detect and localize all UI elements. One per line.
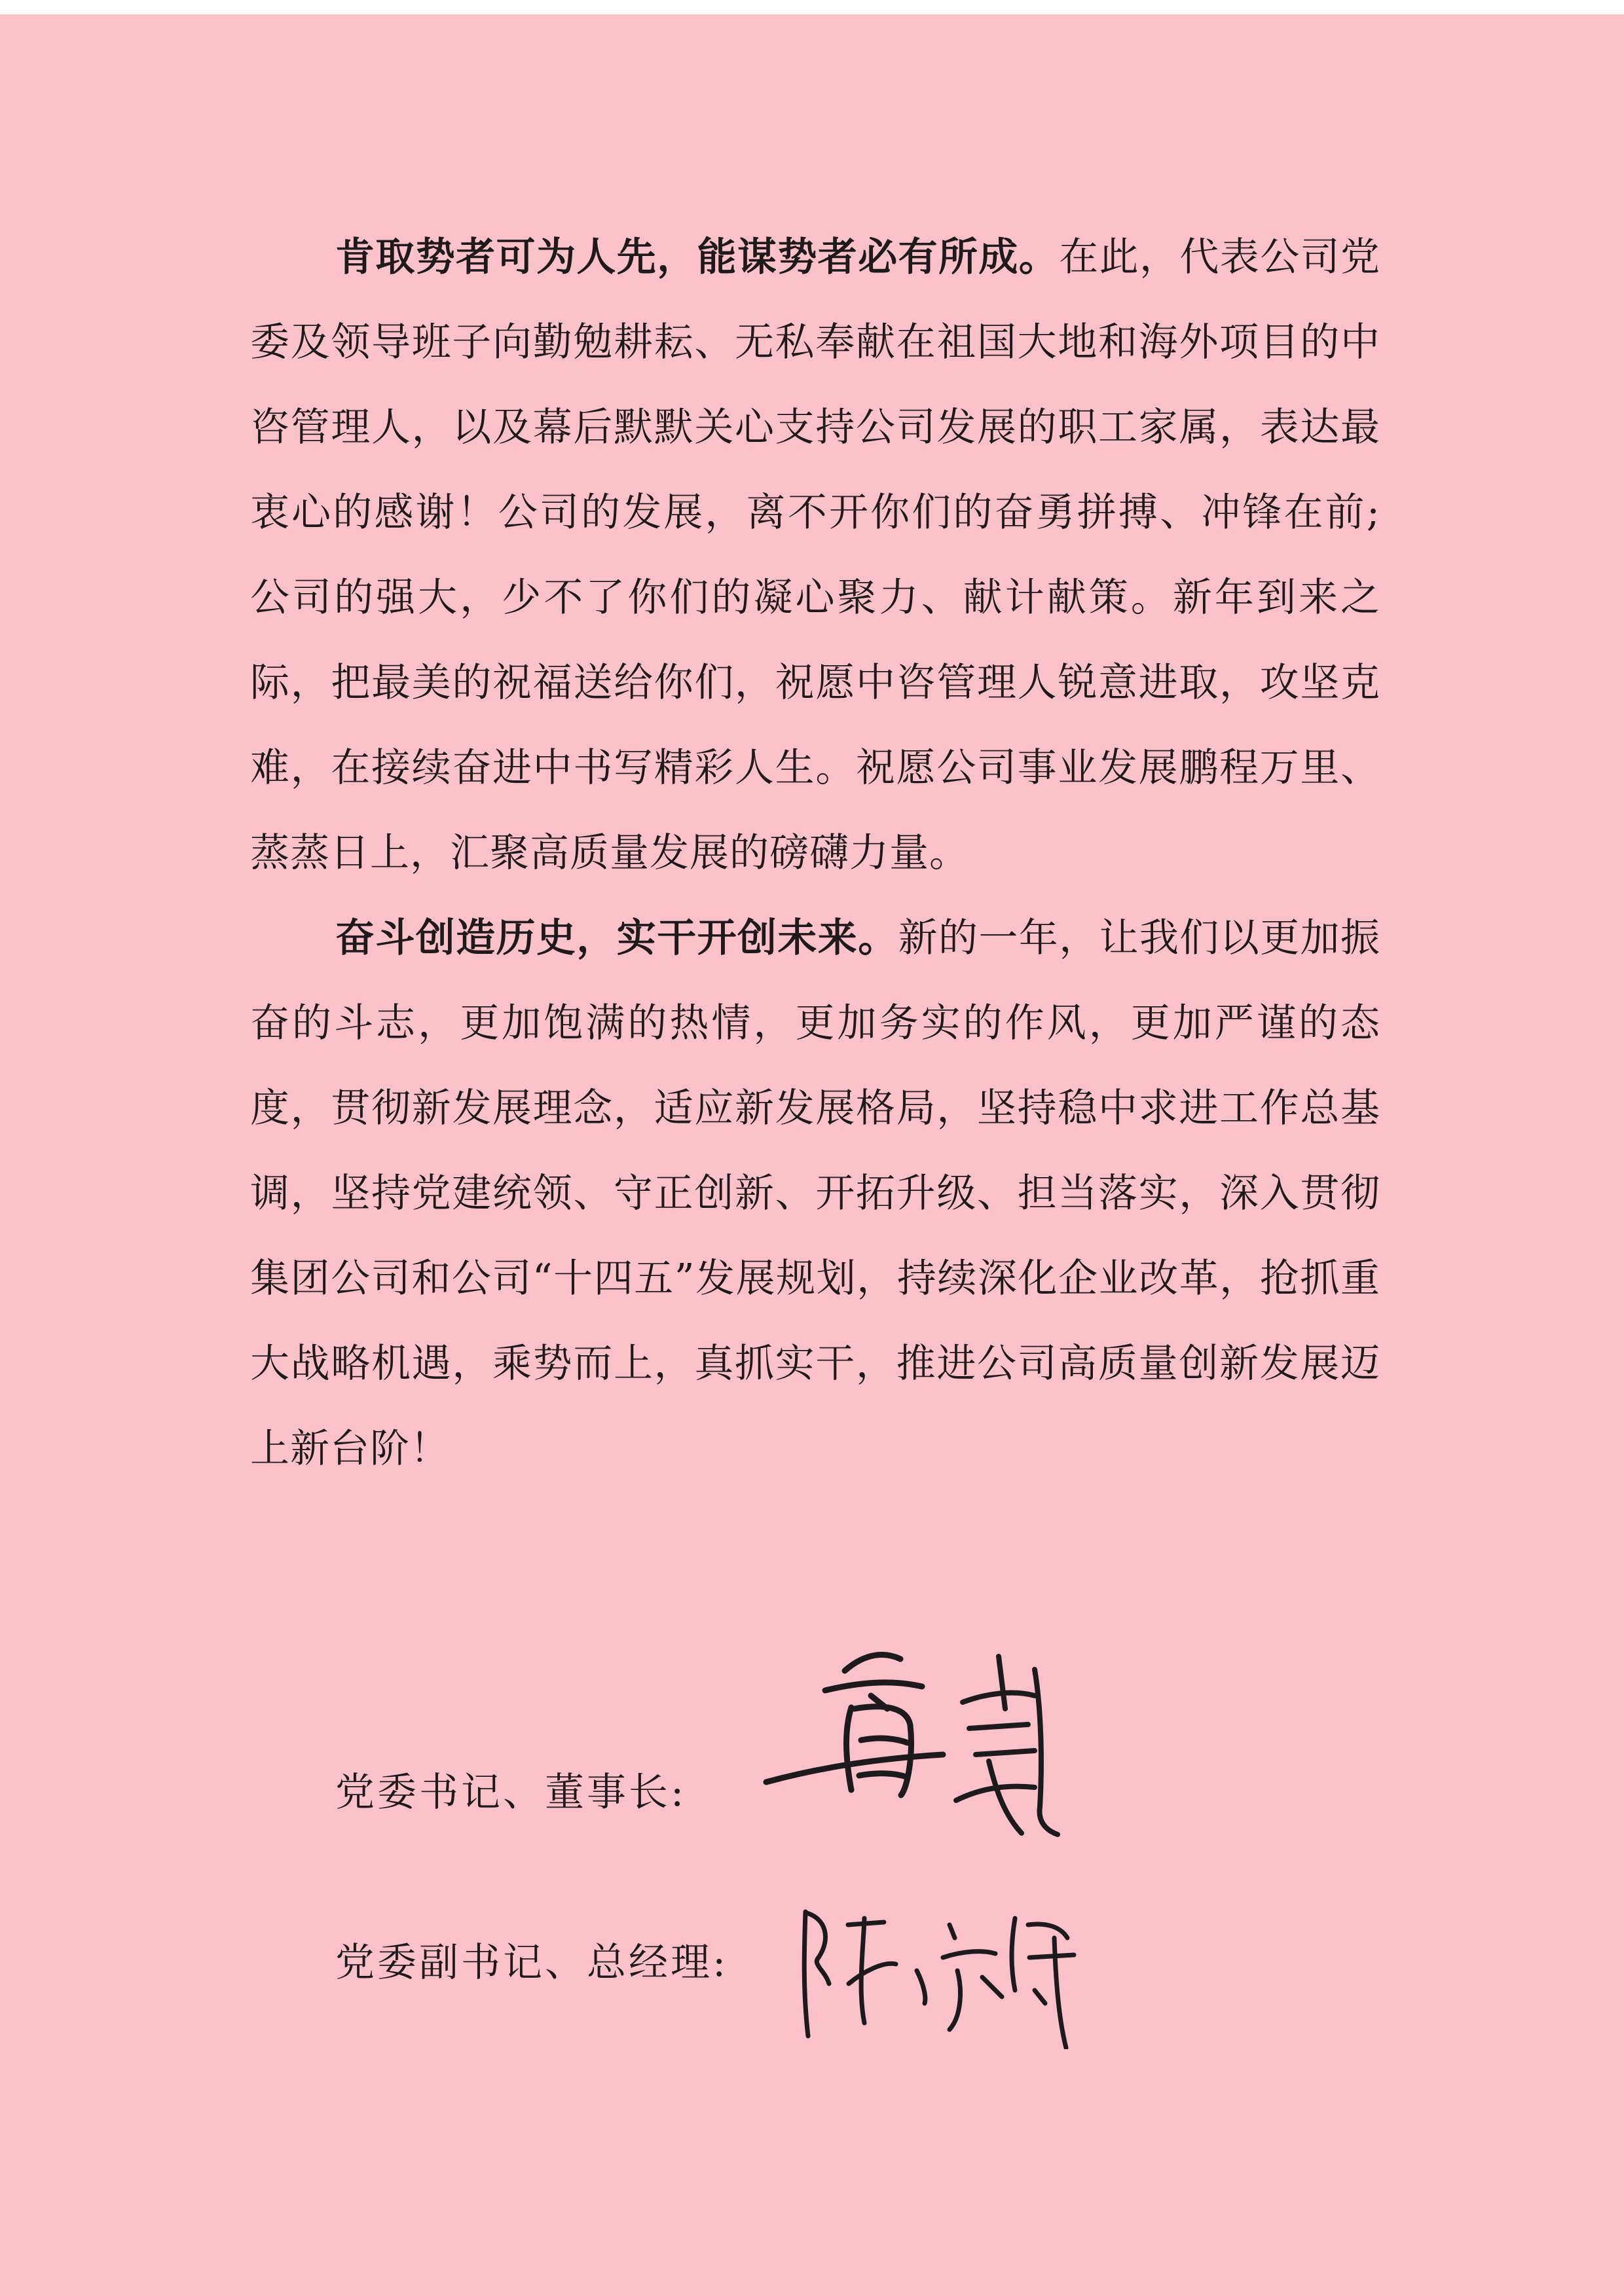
paragraph-1	[250, 215, 1380, 896]
paragraph-1-text: 在此，代表公司党委及领导班子向勤勉耕耘、无私奉献在祖国大地和海外项目的中咨管理人，以及幕后默默关心支持公司发展的职工家属，表达最衷心的感谢！公司的发展，离不开你们的奋勇拼搏、冲锋在前;公司的强大，少不了你们的凝心聚力、献计献策。新年到来之际，把最美的祝福送给你们，祝愿中咨管理人锐意进取，攻坚克难，在接续奋进中书写精彩人生。祝愿公司事业发展鹏程万里、蒸蒸日上，汇聚高质量发展的磅礴力量。	[250, 234, 1381, 876]
paragraph-2	[250, 896, 1380, 1491]
chairman-title: 党委书记、董事长:	[335, 1770, 687, 1815]
manager-title: 党委副书记、总经理:	[335, 1940, 729, 1986]
manager-signature	[786, 1899, 1094, 2049]
letter-body	[250, 215, 1380, 1491]
chairman-signature	[747, 1630, 1074, 1846]
paragraph-1-lead: 肯取势者可为人先，能谋势者必有所成。	[335, 234, 1060, 280]
paragraph-2-lead: 奋斗创造历史，实干开创未来。	[335, 915, 898, 961]
paragraph-2-text: 新的一年，让我们以更加振奋的斗志，更加饱满的热情，更加务实的作风，更加严谨的态度，贯彻新发展理念，适应新发展格局，坚持稳中求进工作总基调，坚持党建统领、守正创新、开拓升级、担当落实，深入贯彻集团公司和公司“十四五”发展规划，持续深化企业改革，抢抓重大战略机遇，乘势而上，真抓实干，推进公司高质量创新发展迈上新台阶！	[250, 915, 1381, 1472]
